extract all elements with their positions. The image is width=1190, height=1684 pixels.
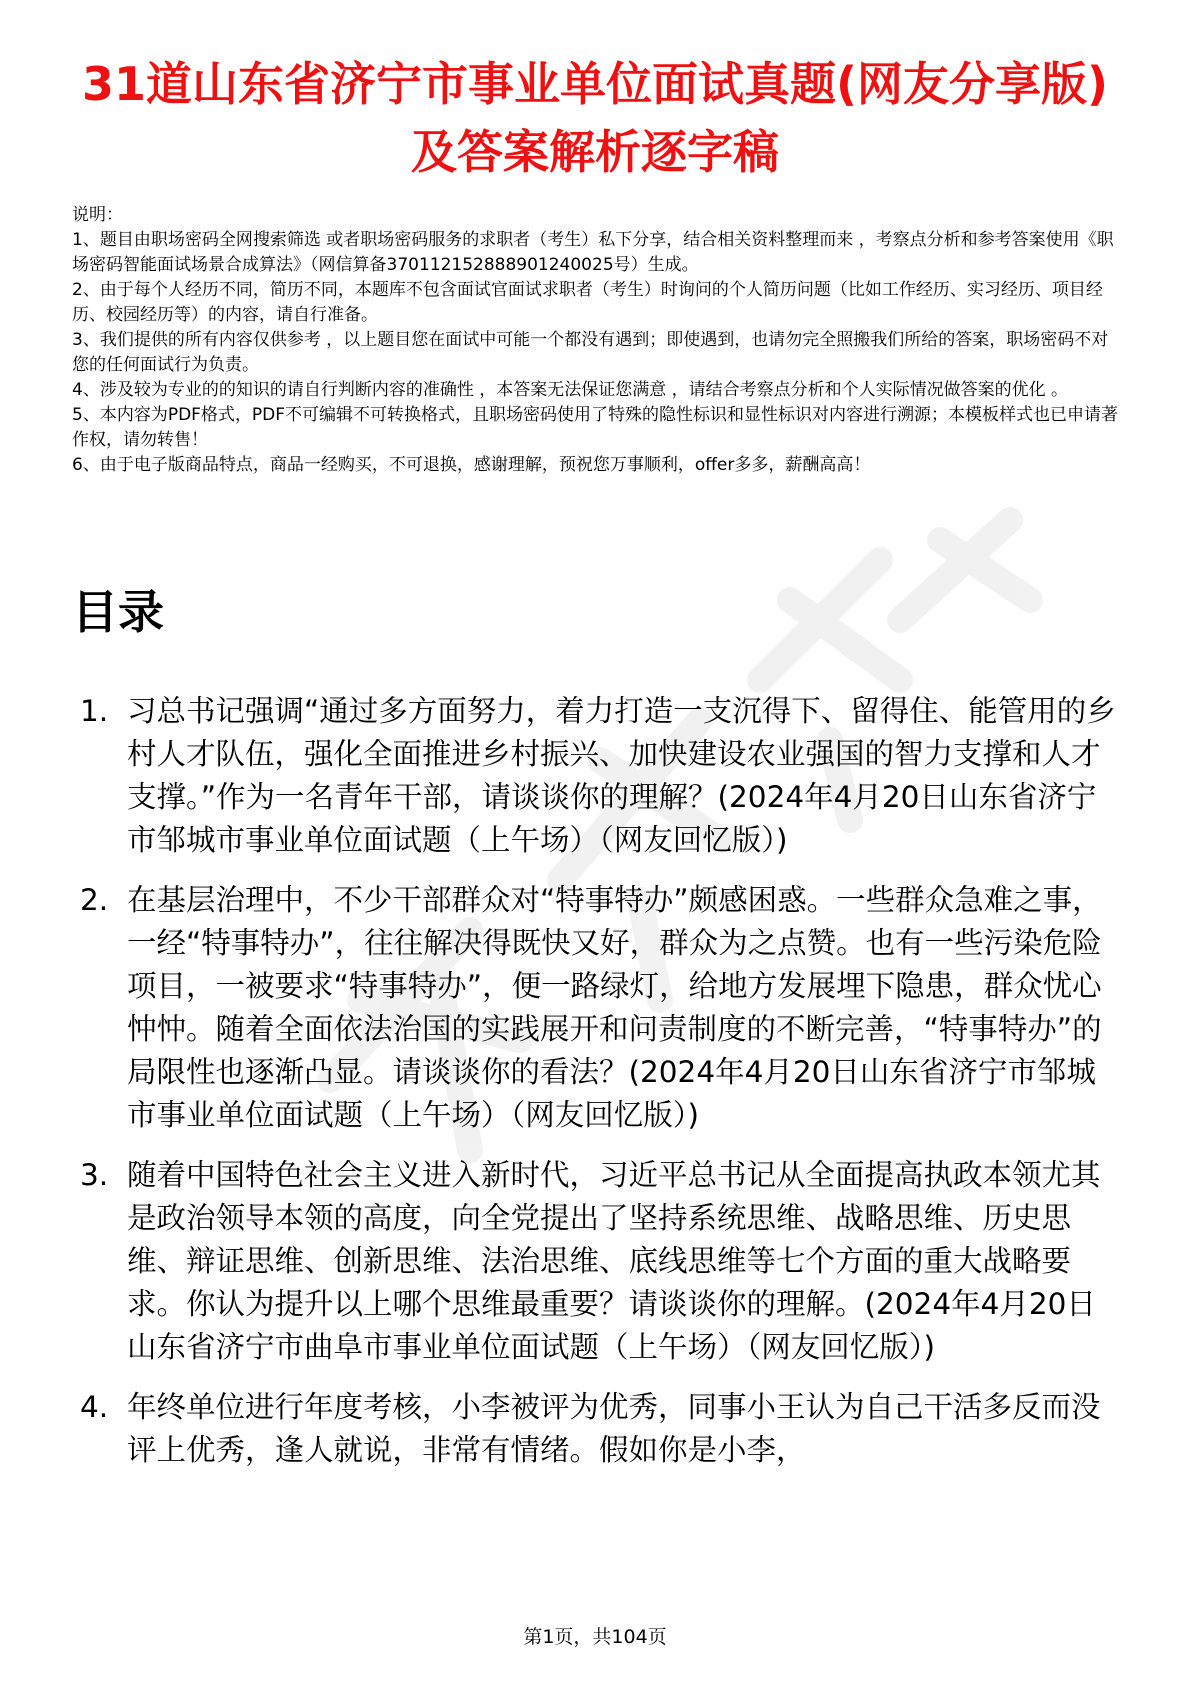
toc-list bbox=[80, 690, 1120, 1489]
toc-item[interactable] bbox=[80, 1154, 1120, 1369]
note-item: 5、本内容为PDF格式，PDF不可编辑不可转换格式，且职场密码使用了特殊的隐性标识和显性标识对内容进行溯源；本模板样式也已申请著作权，请勿转售！ bbox=[72, 405, 1119, 450]
toc-heading: 目录 bbox=[72, 585, 164, 639]
note-item: 3、我们提供的所有内容仅供参考 ，以上题目您在面试中可能一个都没有遇到；即使遇到，也请勿完全照搬我们所给的答案，职场密码不对您的任何面试行为负责。 bbox=[72, 330, 1109, 375]
toc-item-text: 在基层治理中，不少干部群众对“特事特办”颇感困惑。一些群众急难之事，一经“特事特办”，往往解决得既快又好，群众为之点赞。也有一些污染危险项目，一被要求“特事特办”，便一路绿灯，给地方发展埋下隐患，群众忧心忡忡。随着全面依法治国的实践展开和问责制度的不断完善，“特事特办”的局限性也逐渐凸显。请谈谈你的看法？(2024年4月20日山东省济宁市邹城市事业单位面试题（上午场）（网友回忆版）) bbox=[127, 883, 1102, 1132]
toc-item-number: 4. bbox=[80, 1390, 109, 1424]
toc-item[interactable] bbox=[80, 879, 1120, 1137]
page-number-footer: 第1页，共104页 bbox=[523, 1626, 667, 1648]
toc-item-number: 3. bbox=[80, 1158, 109, 1192]
toc-item-number: 2. bbox=[80, 883, 109, 917]
disclaimer-notes bbox=[72, 203, 1122, 478]
toc-item-number: 1. bbox=[80, 694, 109, 728]
note-item: 1、题目由职场密码全网搜索筛选 或者职场密码服务的求职者（考生）私下分享，结合相关资料整理而来 ，考察点分析和参考答案使用《职场密码智能面试场景合成算法》（网信算备370112152888901240025号）生成。 bbox=[72, 230, 1114, 275]
note-item: 2、由于每个人经历不同，简历不同，本题库不包含面试官面试求职者（考生）时询问的个人简历问题（比如工作经历、实习经历、项目经历、校园经历等）的内容，请自行准备。 bbox=[72, 280, 1103, 325]
notes-heading: 说明： bbox=[72, 205, 123, 225]
toc-item[interactable] bbox=[80, 1386, 1120, 1472]
document-title: 31道山东省济宁市事业单位面试真题(网友分享版)及答案解析逐字稿 bbox=[81, 57, 1109, 179]
toc-item[interactable] bbox=[80, 690, 1120, 862]
toc-item-text: 习总书记强调“通过多方面努力，着力打造一支沉得下、留得住、能管用的乡村人才队伍，强化全面推进乡村振兴、加快建设农业强国的智力支撑和人才支撑。”作为一名青年干部，请谈谈你的理解？(2024年4月20日山东省济宁市邹城市事业单位面试题（上午场）（网友回忆版）) bbox=[127, 694, 1116, 857]
toc-item-text: 年终单位进行年度考核，小李被评为优秀，同事小王认为自己干活多反而没评上优秀，逢人就说，非常有情绪。假如你是小李， bbox=[127, 1390, 1101, 1467]
toc-item-text: 随着中国特色社会主义进入新时代，习近平总书记从全面提高执政本领尤其是政治领导本领的高度，向全党提出了坚持系统思维、战略思维、历史思维、辩证思维、创新思维、法治思维、底线思维等七个方面的重大战略要求。你认为提升以上哪个思维最重要？请谈谈你的理解。(2024年4月20日山东省济宁市曲阜市事业单位面试题（上午场）（网友回忆版）) bbox=[127, 1158, 1101, 1364]
note-item: 6、由于电子版商品特点，商品一经购买，不可退换，感谢理解，预祝您万事顺利，offer多多，薪酬高高！ bbox=[72, 455, 871, 475]
note-item: 4、涉及较为专业的的知识的请自行判断内容的准确性 ，本答案无法保证您满意 ，请结合考察点分析和个人实际情况做答案的优化 。 bbox=[72, 380, 1069, 400]
